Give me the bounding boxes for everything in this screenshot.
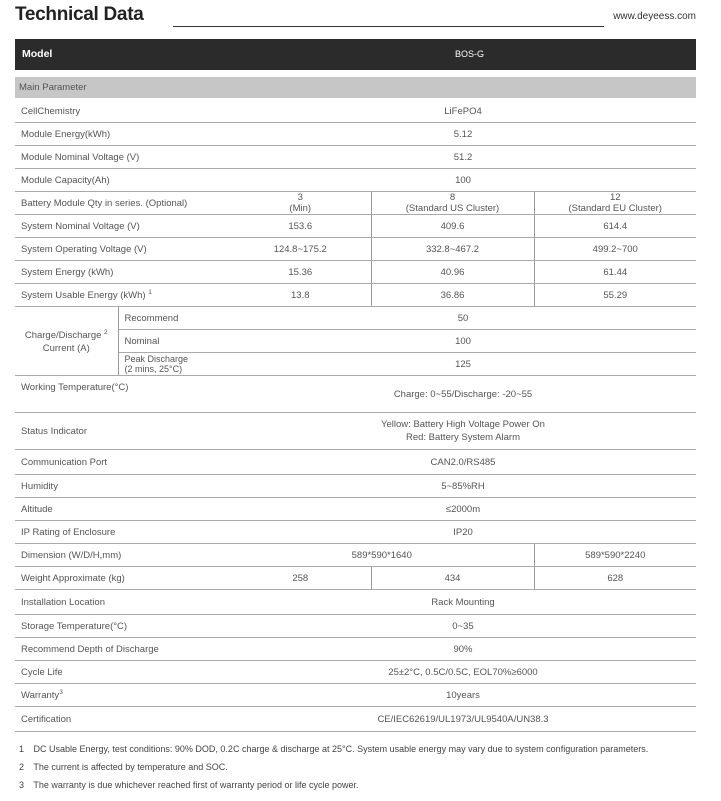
table-row — [15, 238, 696, 261]
row-value: 409.6 — [371, 215, 534, 238]
row-label: Status Indicator — [15, 413, 230, 450]
qty-us — [371, 192, 534, 215]
footnote-text: DC Usable Energy, test conditions: 90% DOD, 0.2C charge & discharge at 25°C. System usable energy may vary due to system configuration parameters. — [33, 744, 649, 754]
sub-label — [118, 353, 230, 376]
row-value — [230, 413, 696, 450]
table-row — [15, 284, 696, 307]
row-label: Module Energy(kWh) — [15, 123, 230, 146]
row-value: 100 — [230, 330, 696, 353]
row-value: 51.2 — [230, 146, 696, 169]
status-yellow: Yellow: Battery High Voltage Power On — [381, 419, 545, 430]
row-label: Dimension (W/D/H,mm) — [15, 544, 230, 567]
label-text: Peak Discharge — [124, 354, 189, 364]
table-row — [15, 661, 696, 684]
row-value: Rack Mounting — [230, 590, 696, 615]
row-value: 5~85%RH — [230, 475, 696, 498]
qty-note: (Min) — [289, 203, 312, 214]
table-row — [15, 123, 696, 146]
row-label: Cycle Life — [15, 661, 230, 684]
row-value: 61.44 — [534, 261, 696, 284]
row-value: CAN2.0/RS485 — [230, 450, 696, 475]
label-text: Current (A) — [42, 342, 90, 354]
section-main-parameter — [15, 77, 696, 98]
table-row — [15, 261, 696, 284]
row-label: Working Temperature(°C) — [15, 376, 230, 413]
table-row — [15, 567, 696, 590]
row-value: IP20 — [230, 521, 696, 544]
row-value: 15.36 — [230, 261, 371, 284]
sub-label: Nominal — [118, 330, 230, 353]
footnote — [15, 760, 715, 778]
row-value: 90% — [230, 638, 696, 661]
row-value: CE/IEC62619/UL1973/UL9540A/UN38.3 — [230, 707, 696, 732]
qty-note: (Standard US Cluster) — [405, 203, 500, 214]
footnote-text: The warranty is due whichever reached first of warranty period or life cycle power. — [33, 780, 359, 790]
website-link[interactable]: www.deyeess.com — [613, 11, 696, 22]
row-label: Module Nominal Voltage (V) — [15, 146, 230, 169]
row-value: 50 — [230, 307, 696, 330]
sub-label: Recommend — [118, 307, 230, 330]
section-title: Main Parameter — [19, 82, 87, 93]
spec-table — [15, 100, 696, 732]
table-row — [15, 215, 696, 238]
row-label — [15, 284, 230, 307]
row-label: System Energy (kWh) — [15, 261, 230, 284]
row-value: 10years — [230, 684, 696, 707]
table-row — [15, 521, 696, 544]
qty-eu — [534, 192, 696, 215]
table-row — [15, 498, 696, 521]
footnote-ref: 1 — [148, 288, 152, 296]
model-label: Model — [22, 48, 53, 60]
footnote — [15, 742, 715, 760]
table-row — [15, 450, 696, 475]
row-value: 100 — [230, 169, 696, 192]
qty-min — [230, 192, 371, 215]
footnotes — [15, 742, 715, 796]
table-row — [15, 169, 696, 192]
row-value: 40.96 — [371, 261, 534, 284]
row-label — [15, 684, 230, 707]
table-row — [15, 330, 696, 353]
row-value: 499.2~700 — [534, 238, 696, 261]
charge-discharge-group-label — [15, 307, 118, 376]
row-value: 628 — [534, 567, 696, 590]
qty-number: 12 — [609, 192, 621, 203]
row-value: 25±2°C, 0.5C/0.5C, EOL70%≥6000 — [230, 661, 696, 684]
row-label: Communication Port — [15, 450, 230, 475]
table-row — [15, 707, 696, 732]
table-row — [15, 353, 696, 376]
row-label: Altitude — [15, 498, 230, 521]
table-row — [15, 684, 696, 707]
footnote-ref: 3 — [59, 688, 63, 696]
row-value: 13.8 — [230, 284, 371, 307]
row-value: 36.86 — [371, 284, 534, 307]
row-label: Weight Approximate (kg) — [15, 567, 230, 590]
row-label: System Nominal Voltage (V) — [15, 215, 230, 238]
label-text: System Usable Energy (kWh) — [21, 290, 146, 302]
row-label: Storage Temperature(°C) — [15, 615, 230, 638]
table-row — [15, 192, 696, 215]
footnote — [15, 778, 715, 796]
row-label: System Operating Voltage (V) — [15, 238, 230, 261]
page-header — [15, 4, 696, 32]
row-value: 332.8~467.2 — [371, 238, 534, 261]
table-row — [15, 376, 696, 413]
row-label: CellChemistry — [15, 100, 230, 123]
row-label: Installation Location — [15, 590, 230, 615]
qty-number: 8 — [449, 192, 456, 203]
row-value: 0~35 — [230, 615, 696, 638]
row-value: Charge: 0~55/Discharge: -20~55 — [230, 376, 696, 413]
table-row — [15, 100, 696, 123]
footnote-number: 2 — [19, 762, 25, 772]
table-row — [15, 307, 696, 330]
label-text: Warranty — [21, 690, 60, 702]
label-text: Charge/Discharge — [24, 330, 102, 342]
row-value: 5.12 — [230, 123, 696, 146]
row-label: Recommend Depth of Discharge — [15, 638, 230, 661]
row-value: 434 — [371, 567, 534, 590]
row-value: 125 — [230, 353, 696, 376]
status-red: Red: Battery System Alarm — [405, 432, 521, 443]
qty-note: (Standard EU Cluster) — [568, 203, 662, 214]
qty-number: 3 — [297, 192, 303, 203]
model-value: BOS-G — [455, 49, 485, 59]
row-value: 124.8~175.2 — [230, 238, 371, 261]
model-header-row — [15, 39, 696, 70]
table-row — [15, 146, 696, 169]
row-value: ≤2000m — [230, 498, 696, 521]
title-divider — [173, 26, 604, 27]
table-row — [15, 615, 696, 638]
table-row — [15, 413, 696, 450]
row-label: IP Rating of Enclosure — [15, 521, 230, 544]
row-value: 55.29 — [534, 284, 696, 307]
footnote-text: The current is affected by temperature and SOC. — [33, 762, 228, 772]
footnote-ref: 2 — [104, 329, 108, 337]
table-row — [15, 638, 696, 661]
row-label: Module Capacity(Ah) — [15, 169, 230, 192]
table-row — [15, 475, 696, 498]
footnote-number: 3 — [19, 780, 25, 790]
row-value: LiFePO4 — [230, 100, 696, 123]
row-label: Certification — [15, 707, 230, 732]
row-value: 258 — [230, 567, 371, 590]
table-row — [15, 590, 696, 615]
label-text: (2 mins, 25°C) — [124, 364, 183, 374]
table-row — [15, 544, 696, 567]
row-value: 153.6 — [230, 215, 371, 238]
row-value: 614.4 — [534, 215, 696, 238]
footnote-number: 1 — [19, 744, 25, 754]
row-label: Battery Module Qty in series. (Optional) — [15, 192, 230, 215]
row-value: 589*590*2240 — [534, 544, 696, 567]
page-title: Technical Data — [15, 4, 144, 25]
row-value: 589*590*1640 — [230, 544, 534, 567]
row-label: Humidity — [15, 475, 230, 498]
